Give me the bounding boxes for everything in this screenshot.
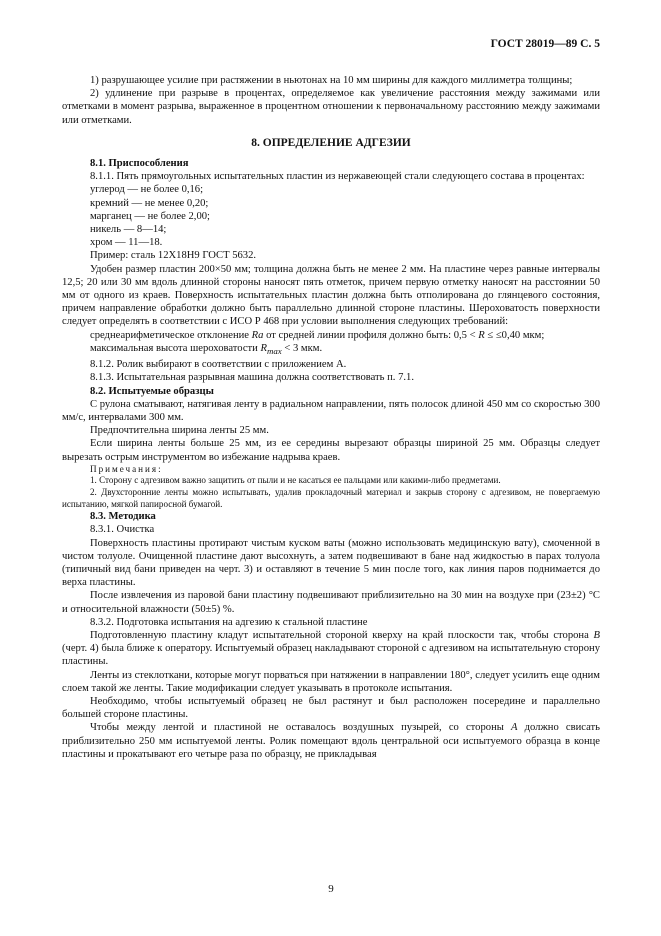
- text: максимальная высота шероховатости: [90, 342, 261, 354]
- paragraph: Ленты из стеклоткани, которые могут порваться при натяжении в направлении 180°, следует усилить еще одним слоем такой же ленты. Такие модификации следует указывать в протоколе испытания.: [62, 669, 600, 694]
- subsection-heading: 8.1. Приспособления: [90, 158, 189, 170]
- subscript: max: [266, 345, 282, 356]
- text: ≤ ≤0,40 мкм;: [484, 329, 545, 341]
- composition-item: кремний — не менее 0,20;: [90, 197, 209, 209]
- paragraph: Поверхность пластины протирают чистым куском ваты (можно использовать медицинскую вату), смоченной в чистом толуоле. Очищенной пластине дают высохнуть, а затем подвешивают в бане над жидкостью в парах толуола (типичный вид бани приведен на черт. 3) и оставляют в течение 5 мин после того, как линия паров поднимается до верха пластины.: [62, 537, 600, 589]
- note: 1. Сторону с адгезивом важно защитить от пыли и не касаться ее пальцами или какими-либо предметами.: [90, 475, 501, 486]
- subsection-heading: 8.2. Испытуемые образцы: [90, 385, 214, 397]
- page-number: 9: [328, 883, 334, 895]
- composition-item: марганец — не более 2,00;: [90, 210, 210, 222]
- example: Пример: сталь 12Х18Н9 ГОСТ 5632.: [90, 250, 257, 262]
- paragraph: После извлечения из паровой бани пластину подвешивают приблизительно на 30 мин на воздухе при (23±2) °С и относительной влажности (50±5) %.: [62, 590, 600, 615]
- text: Чтобы между лентой и пластиной не оставалось воздушных пузырей, со стороны: [90, 722, 511, 734]
- paragraph: Необходимо, чтобы испытуемый образец не был растянут и был расположен посередине и параллельно большей стороне пластины.: [62, 696, 600, 721]
- composition-item: углерод — не более 0,16;: [90, 184, 204, 196]
- paragraph: 8.1.3. Испытательная разрывная машина должна соответствовать п. 7.1.: [90, 372, 414, 384]
- text: Подготовленную пластину кладут испытательной стороной кверху на край плоскости так, чтобы сторона: [90, 630, 594, 641]
- paragraph-rmax: [62, 342, 600, 358]
- paragraph: Удобен размер пластин 200×50 мм; толщина должна быть не менее 2 мм. На пластине через равные интервалы 12,5; 20 или 30 мм вдоль длинной стороны наносят пять отметок, причем первую отметку наносят на расстоянии 50 мм от одного из краев. Поверхность испытательных пластин должна быть отполирована до глянцевого состояния, причем направление обработки должно быть параллельно длинной стороне пластины. Шероховатость поверхности следует определять в соответствии с ИСО Р 468 при условии выполнения следующих требований:: [62, 263, 600, 328]
- paragraph-bubble: [62, 721, 600, 761]
- variable: R: [260, 342, 267, 354]
- paragraph: С рулона сматывают, натягивая ленту в радиальном направлении, пять полосок длиной 450 мм со скоростью 300 мм/с, интервалами 300 мм.: [62, 398, 600, 423]
- paragraph-ra: [62, 329, 600, 342]
- text: < 3 мкм.: [281, 342, 323, 354]
- text: среднеарифметическое отклонение: [90, 329, 252, 341]
- variable: В: [593, 630, 600, 641]
- note: 2. Двухсторонние ленты можно испытывать, удалив прокладочный материал и закрыв сторону с адгезивом, не повергаемую испытанию, мягкой папиросной бумагой.: [62, 486, 600, 509]
- text: от средней линии профиля должно быть: 0,5 <: [263, 329, 479, 341]
- notes-label: Примечания:: [90, 463, 163, 474]
- section-title: 8. ОПРЕДЕЛЕНИЕ АДГЕЗИИ: [251, 136, 411, 149]
- running-header: ГОСТ 28019—89 С. 5: [490, 38, 600, 50]
- document-body: [62, 74, 600, 761]
- paragraph: 8.3.2. Подготовка испытания на адгезию к стальной пластине: [90, 616, 368, 628]
- paragraph-prep: [62, 629, 600, 669]
- paragraph: 8.1.1. Пять прямоугольных испытательных пластин из нержавеющей стали следующего состава в процентах:: [90, 171, 585, 183]
- variable: Ra: [251, 329, 264, 341]
- text: (черт. 4) была ближе к оператору. Испытуемый образец накладывают стороной с адгезивом на испытательную сторону пластины.: [62, 643, 600, 668]
- paragraph: 2) удлинение при разрыве в процентах, определяемое как увеличение расстояния между зажимами или отметками в момент разрыва, выраженное в процентном отношении к первоначальному расстоянию между зажимами или отметками.: [62, 88, 600, 126]
- paragraph: Предпочтительна ширина ленты 25 мм.: [90, 425, 269, 437]
- composition-item: никель — 8—14;: [90, 224, 167, 236]
- text: должно свисать приблизительно 250 мм испытуемой ленты. Ролик помещают вдоль центральной оси испытуемого образца в конце пластины и прокатывают его четыре раза по образцу, не прикладывая: [62, 722, 600, 760]
- subsection-heading: 8.3. Методика: [90, 511, 156, 523]
- paragraph: Если ширина ленты больше 25 мм, из ее середины вырезают образцы шириной 25 мм. Образцы следует вырезать острым инструментом во избежание надрыва краев.: [62, 438, 600, 463]
- variable: А: [511, 722, 518, 734]
- paragraph: 8.3.1. Очистка: [90, 524, 155, 536]
- paragraph: 1) разрушающее усилие при растяжении в ньютонах на 10 мм ширины для каждого миллиметра толщины;: [90, 75, 573, 86]
- variable: R: [478, 329, 485, 341]
- composition-item: хром — 11—18.: [90, 237, 163, 249]
- paragraph: 8.1.2. Ролик выбирают в соответствии с приложением А.: [90, 359, 347, 371]
